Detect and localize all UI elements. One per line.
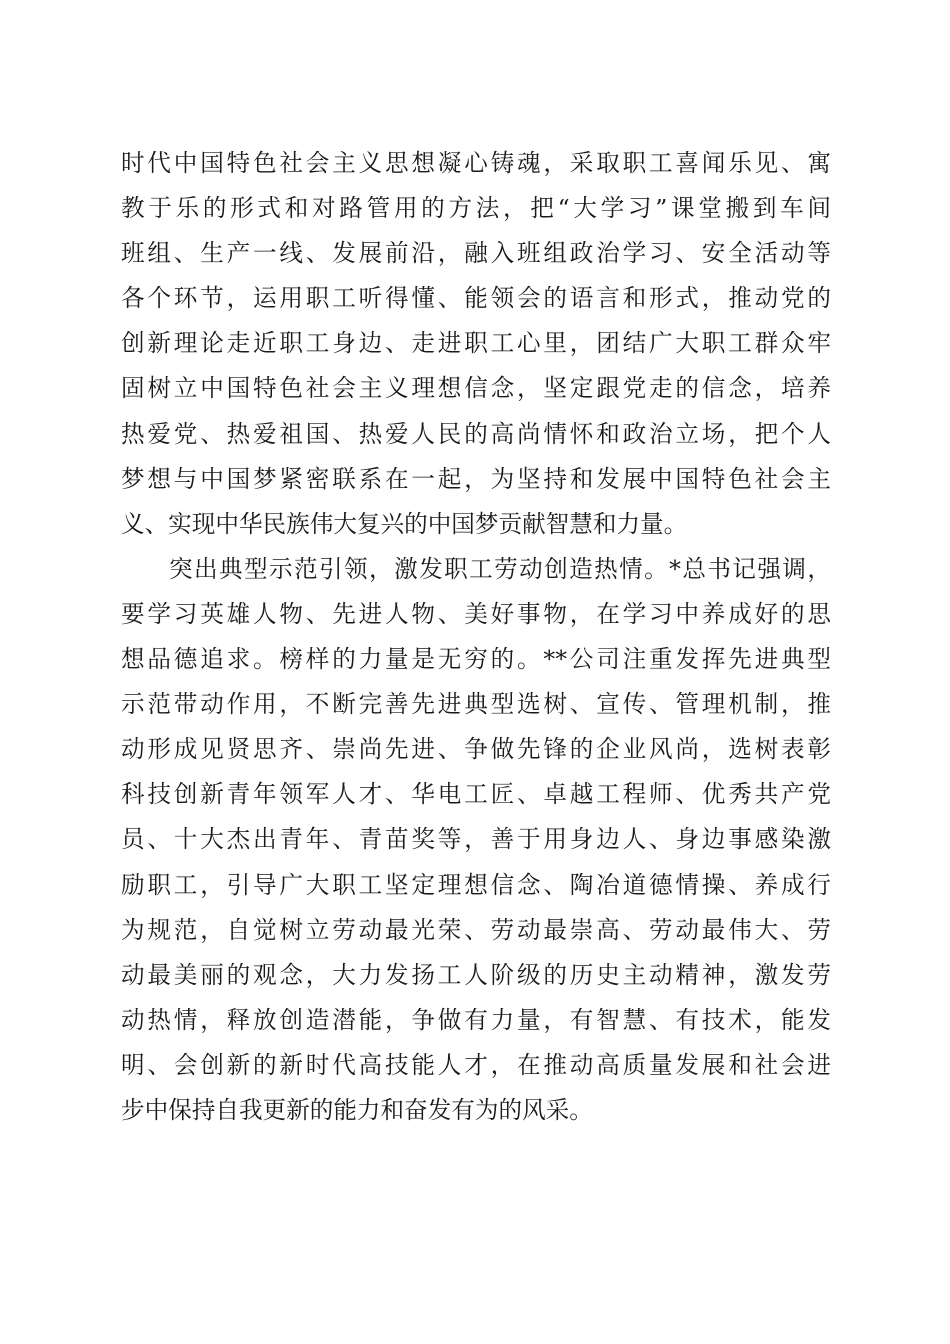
text-line: 动热情，释放创造潜能，争做有力量，有智慧、有技术，能发	[121, 1005, 831, 1034]
text-line: 时代中国特色社会主义思想凝心铸魂，采取职工喜闻乐见、寓	[121, 149, 831, 177]
text-line: 示范带动作用，不断完善先进典型选树、宣传、管理机制，推	[121, 690, 831, 719]
text-line: 励职工，引导广大职工坚定理想信念、陶冶道德情操、养成行	[121, 870, 831, 899]
text-line: 动最美丽的观念，大力发扬工人阶级的历史主动精神，激发劳	[121, 960, 831, 989]
text-line: 步中保持自我更新的能力和奋发有为的风采。	[121, 1095, 593, 1124]
text-line: 科技创新青年领军人才、华电工匠、卓越工程师、优秀共产党	[121, 780, 831, 809]
text-line: 想品德追求。榜样的力量是无穷的。**公司注重发挥先进典型	[121, 645, 831, 674]
text-line: 明、会创新的新时代高技能人才，在推动高质量发展和社会进	[121, 1050, 831, 1079]
text-line: 班组、生产一线、发展前沿，融入班组政治学习、安全活动等	[121, 239, 831, 268]
text-line: 动形成见贤思齐、崇尚先进、争做先锋的企业风尚，选树表彰	[121, 735, 831, 764]
text-line: 创新理论走近职工身边、走进职工心里，团结广大职工群众牢	[121, 329, 831, 358]
paragraph-2	[121, 547, 831, 1133]
text-line: 各个环节，运用职工听得懂、能领会的语言和形式，推动党的	[121, 284, 831, 313]
text-line: 为规范，自觉树立劳动最光荣、劳动最崇高、劳动最伟大、劳	[121, 915, 831, 944]
text-line: 教于乐的形式和对路管用的方法，把“大学习”课堂搬到车间	[121, 194, 831, 223]
text-line: 突出典型示范引领，激发职工劳动创造热情。*总书记强调，	[169, 554, 831, 583]
text-line: 义、实现中华民族伟大复兴的中国梦贡献智慧和力量。	[121, 509, 688, 538]
text-line: 热爱党、热爱祖国、热爱人民的高尚情怀和政治立场，把个人	[121, 419, 831, 448]
paragraph-1	[121, 141, 831, 547]
text-line: 员、十大杰出青年、青苗奖等，善于用身边人、身边事感染激	[121, 825, 831, 854]
text-line: 固树立中国特色社会主义理想信念，坚定跟党走的信念，培养	[121, 374, 831, 403]
document-body	[121, 141, 831, 1133]
text-line: 要学习英雄人物、先进人物、美好事物，在学习中养成好的思	[121, 599, 831, 628]
text-line: 梦想与中国梦紧密联系在一起，为坚持和发展中国特色社会主	[121, 464, 831, 493]
